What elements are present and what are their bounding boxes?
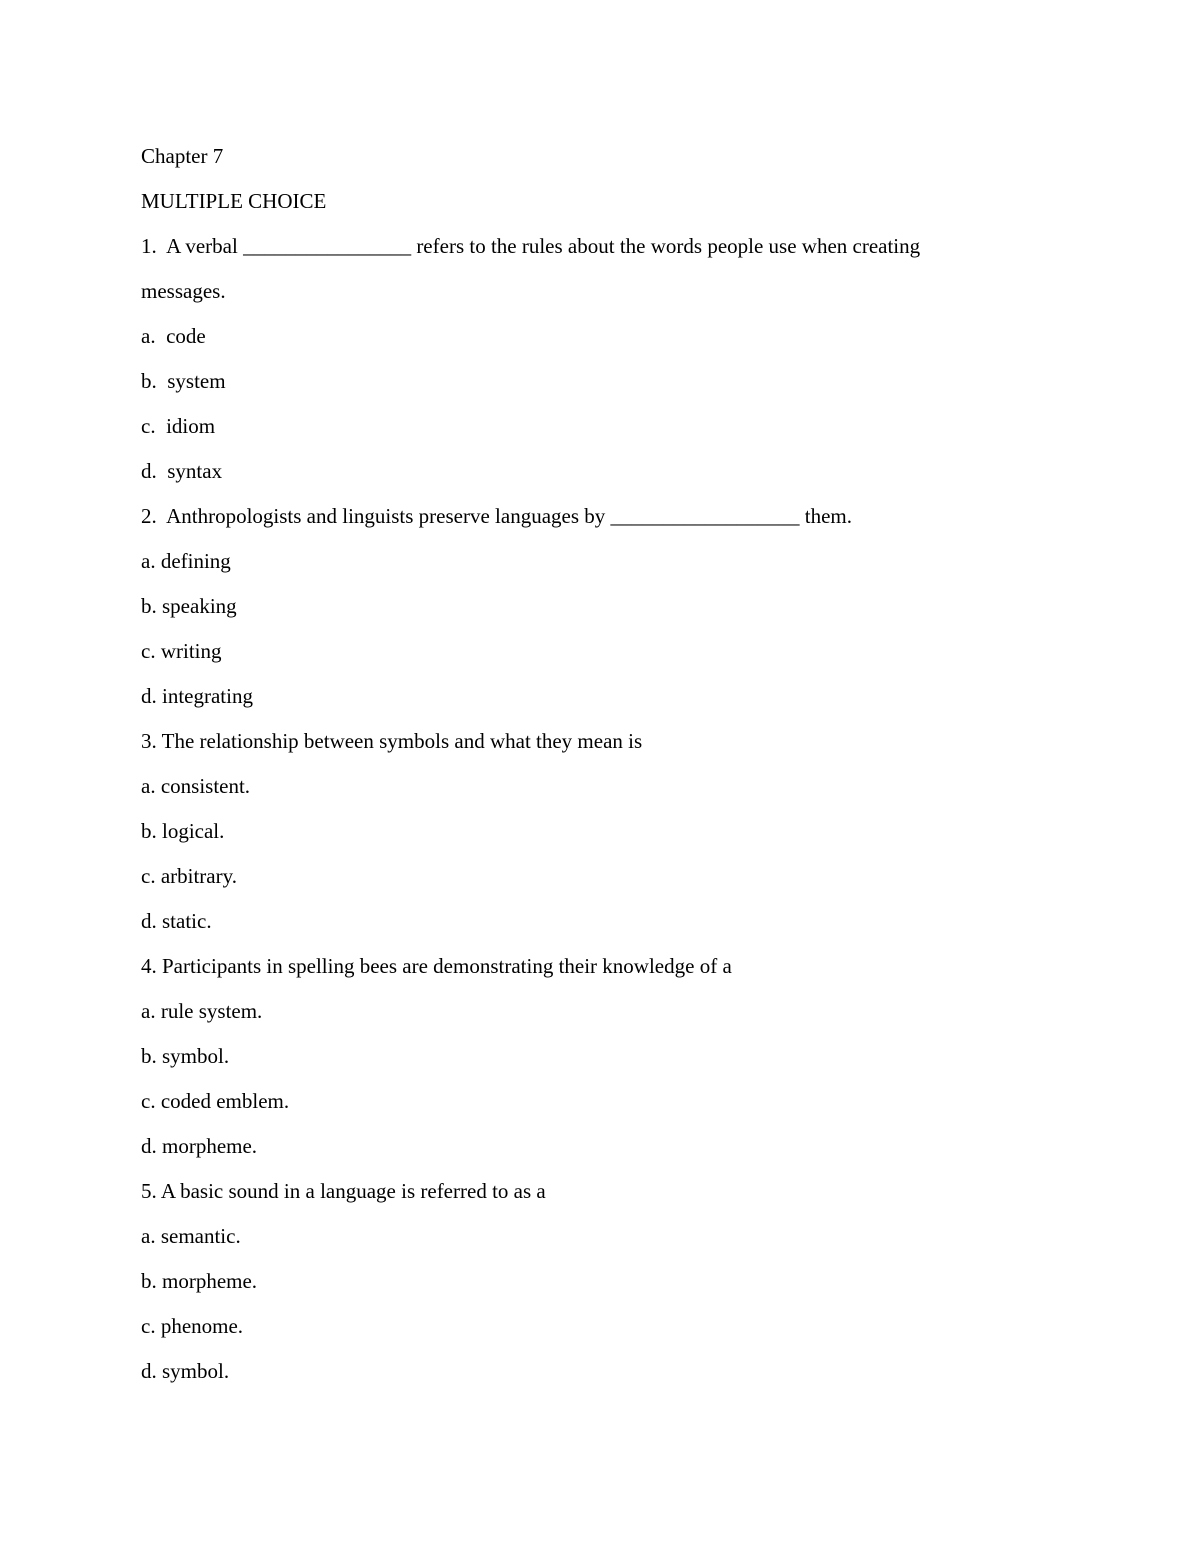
answer-option: c. arbitrary. xyxy=(141,864,237,888)
question-stem: 5. A basic sound in a language is referred to as a xyxy=(141,1179,546,1203)
answer-option: d. symbol. xyxy=(141,1359,230,1383)
answer-option: b. morpheme. xyxy=(141,1269,258,1293)
question-1 xyxy=(141,230,1041,500)
answer-option: d. morpheme. xyxy=(141,1134,258,1158)
answer-option: a. semantic. xyxy=(141,1224,241,1248)
answer-option: b. logical. xyxy=(141,819,225,843)
answer-option: b. speaking xyxy=(141,594,237,618)
question-stem: 2. Anthropologists and linguists preserve languages by __________________ them. xyxy=(141,504,853,528)
answer-option: d. integrating xyxy=(141,684,253,708)
answer-option: c. idiom xyxy=(141,414,216,438)
answer-option: b. symbol. xyxy=(141,1044,230,1068)
question-5 xyxy=(141,1175,1041,1400)
answer-option: c. coded emblem. xyxy=(141,1089,290,1113)
question-stem: messages. xyxy=(141,279,226,303)
answer-option: a. defining xyxy=(141,549,231,573)
question-stem: 1. A verbal ________________ refers to the rules about the words people use when creating xyxy=(141,234,921,258)
answer-option: b. system xyxy=(141,369,226,393)
question-stem: 4. Participants in spelling bees are demonstrating their knowledge of a xyxy=(141,954,732,978)
answer-option: a. rule system. xyxy=(141,999,263,1023)
question-2 xyxy=(141,500,1041,725)
chapter-heading: Chapter 7 xyxy=(141,144,224,168)
answer-option: c. phenome. xyxy=(141,1314,244,1338)
answer-option: a. code xyxy=(141,324,206,348)
question-4 xyxy=(141,950,1041,1175)
question-3 xyxy=(141,725,1041,950)
answer-option: d. static. xyxy=(141,909,212,933)
answer-option: d. syntax xyxy=(141,459,223,483)
section-heading: MULTIPLE CHOICE xyxy=(141,189,327,213)
document-body xyxy=(141,140,1041,1400)
answer-option: a. consistent. xyxy=(141,774,251,798)
question-stem: 3. The relationship between symbols and what they mean is xyxy=(141,729,643,753)
answer-option: c. writing xyxy=(141,639,222,663)
